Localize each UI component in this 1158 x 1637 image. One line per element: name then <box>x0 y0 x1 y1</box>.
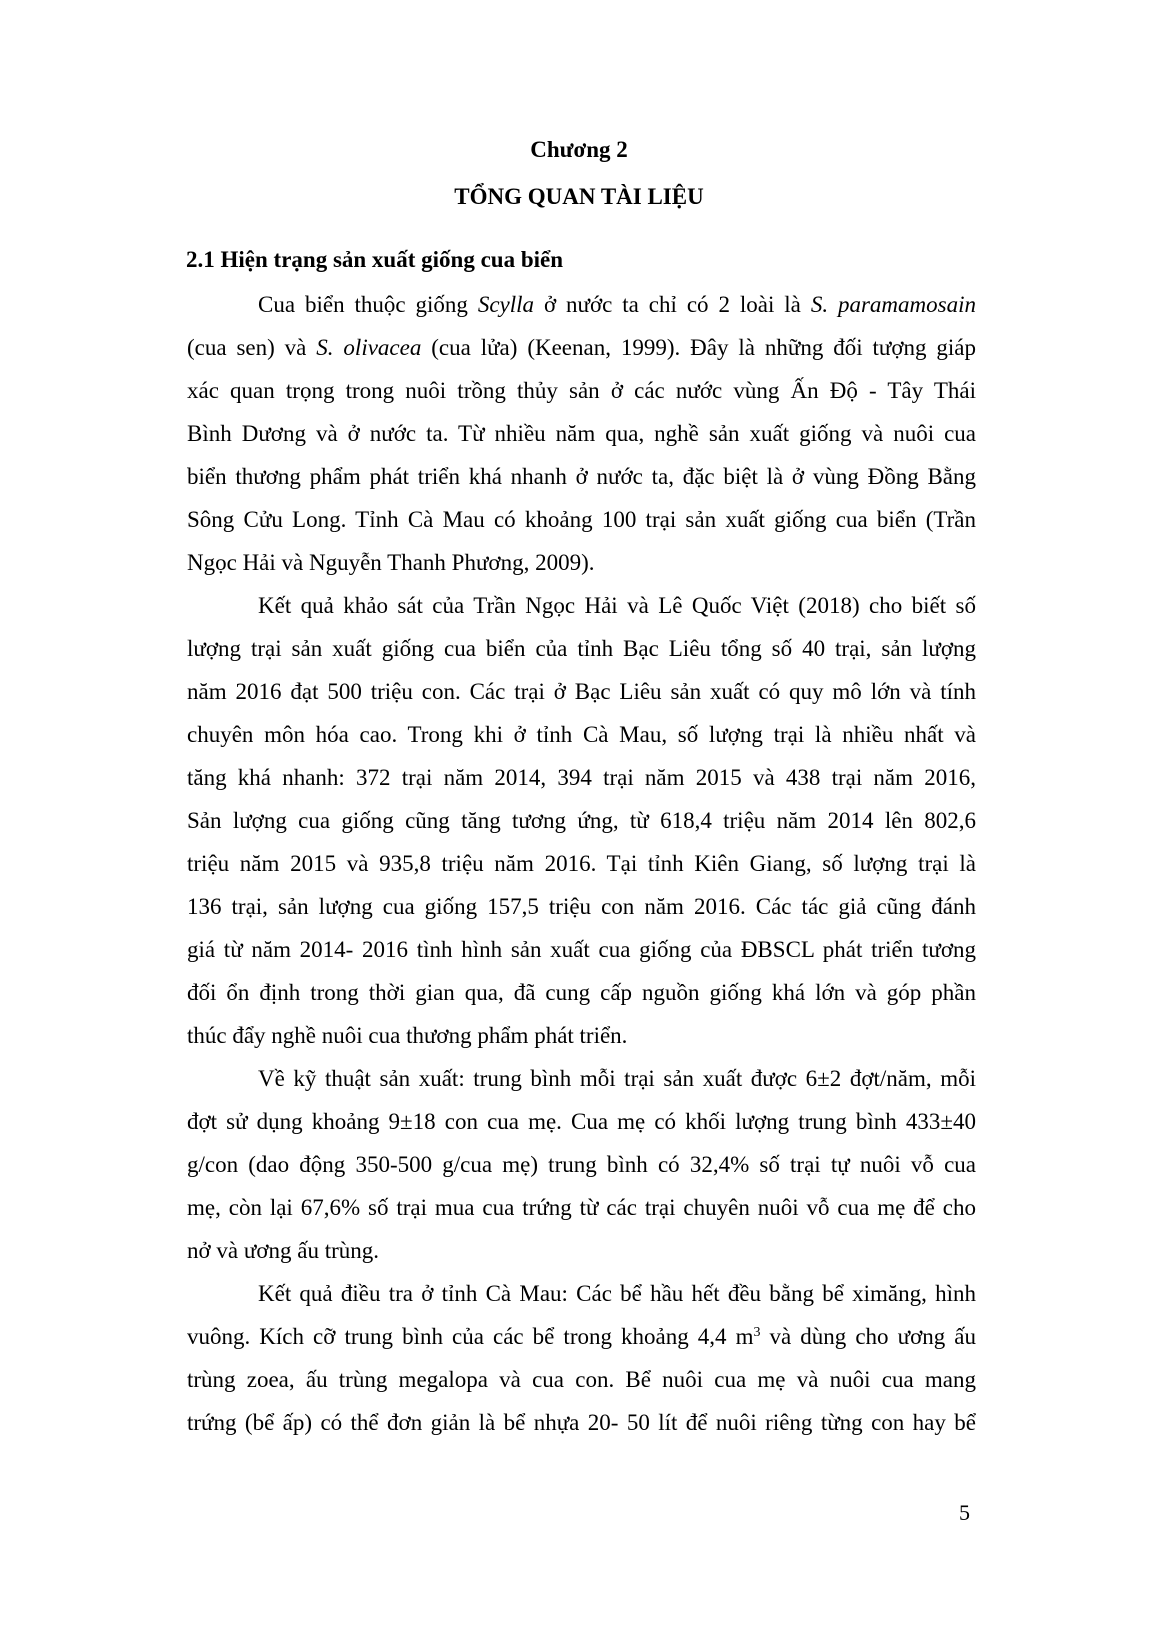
section-heading: 2.1 Hiện trạng sản xuất giống cua biển <box>186 247 563 272</box>
chapter-number: Chương 2 <box>530 137 628 162</box>
paragraph-2-line: Kết quả khảo sát của Trần Ngọc Hải và Lê Quốc Việt (2018) cho biết số <box>258 593 976 618</box>
chapter-title: TỔNG QUAN TÀI LIỆU <box>454 184 704 209</box>
paragraph-4-line: Kết quả điều tra ở tỉnh Cà Mau: Các bể hầu hết đều bằng bể ximăng, hình <box>258 1281 976 1306</box>
paragraph-2-line: triệu năm 2015 và 935,8 triệu năm 2016. Tại tỉnh Kiên Giang, số lượng trại là <box>187 851 976 876</box>
paragraph-2-line: đối ổn định trong thời gian qua, đã cung cấp nguồn giống khá lớn và góp phần <box>187 980 976 1005</box>
paragraph-3-line: Về kỹ thuật sản xuất: trung bình mỗi trại sản xuất được 6±2 đợt/năm, mỗi <box>258 1066 976 1091</box>
paragraph-2-line: thúc đẩy nghề nuôi cua thương phẩm phát triển. <box>187 1023 628 1048</box>
paragraph-3-line: g/con (dao động 350-500 g/cua mẹ) trung bình có 32,4% số trại tự nuôi vỗ cua <box>187 1152 976 1177</box>
page-number: 5 <box>959 1500 970 1525</box>
paragraph-3-line: nở và ương ấu trùng. <box>187 1238 380 1263</box>
paragraph-2-line: tăng khá nhanh: 372 trại năm 2014, 394 trại năm 2015 và 438 trại năm 2016, <box>187 765 976 790</box>
paragraph-2-line: lượng trại sản xuất giống cua biển của tỉnh Bạc Liêu tổng số 40 trại, sản lượng <box>187 636 976 661</box>
paragraph-2-line: Sản lượng cua giống cũng tăng tương ứng, từ 618,4 triệu năm 2014 lên 802,6 <box>187 808 976 833</box>
paragraph-3-line: đợt sử dụng khoảng 9±18 con cua mẹ. Cua mẹ có khối lượng trung bình 433±40 <box>187 1109 976 1134</box>
paragraph-4-line: trùng zoea, ấu trùng megalopa và cua con. Bể nuôi cua mẹ và nuôi cua mang <box>187 1367 976 1392</box>
paragraph-1-line: Sông Cửu Long. Tỉnh Cà Mau có khoảng 100 trại sản xuất giống cua biển (Trần <box>187 507 976 532</box>
paragraph-1-line: Bình Dương và ở nước ta. Từ nhiều năm qua, nghề sản xuất giống và nuôi cua <box>187 421 976 446</box>
paragraph-3-line: mẹ, còn lại 67,6% số trại mua cua trứng từ các trại chuyên nuôi vỗ cua mẹ để cho <box>187 1195 976 1220</box>
paragraph-2-line: giá từ năm 2014- 2016 tình hình sản xuất cua giống của ĐBSCL phát triển tương <box>187 937 976 962</box>
paragraph-1-line: Ngọc Hải và Nguyễn Thanh Phương, 2009). <box>187 550 595 575</box>
paragraph-2-line: năm 2016 đạt 500 triệu con. Các trại ở Bạc Liêu sản xuất có quy mô lớn và tính <box>187 679 976 704</box>
paragraph-1-line: Cua biển thuộc giống Scylla ở nước ta chỉ có 2 loài là S. paramamosain <box>258 292 976 317</box>
paragraph-4-line: vuông. Kích cỡ trung bình của các bể trong khoảng 4,4 $m^3$ và dùng cho ương ấu <box>187 1324 976 1349</box>
paragraph-1-line: xác quan trọng trong nuôi trồng thủy sản ở các nước vùng Ấn Độ - Tây Thái <box>187 378 976 403</box>
paragraph-1-line: biển thương phẩm phát triển khá nhanh ở nước ta, đặc biệt là ở vùng Đồng Bằng <box>187 464 976 489</box>
paragraph-2-line: 136 trại, sản lượng cua giống 157,5 triệu con năm 2016. Các tác giả cũng đánh <box>187 894 976 919</box>
paragraph-2-line: chuyên môn hóa cao. Trong khi ở tỉnh Cà Mau, số lượng trại là nhiều nhất và <box>187 722 976 747</box>
paragraph-1-line: (cua sen) và S. olivacea (cua lửa) (Keenan, 1999). Đây là những đối tượng giáp <box>187 335 977 360</box>
paragraph-4-line: trứng (bể ấp) có thể đơn giản là bể nhựa 20- 50 lít để nuôi riêng từng con hay bể <box>187 1410 976 1435</box>
